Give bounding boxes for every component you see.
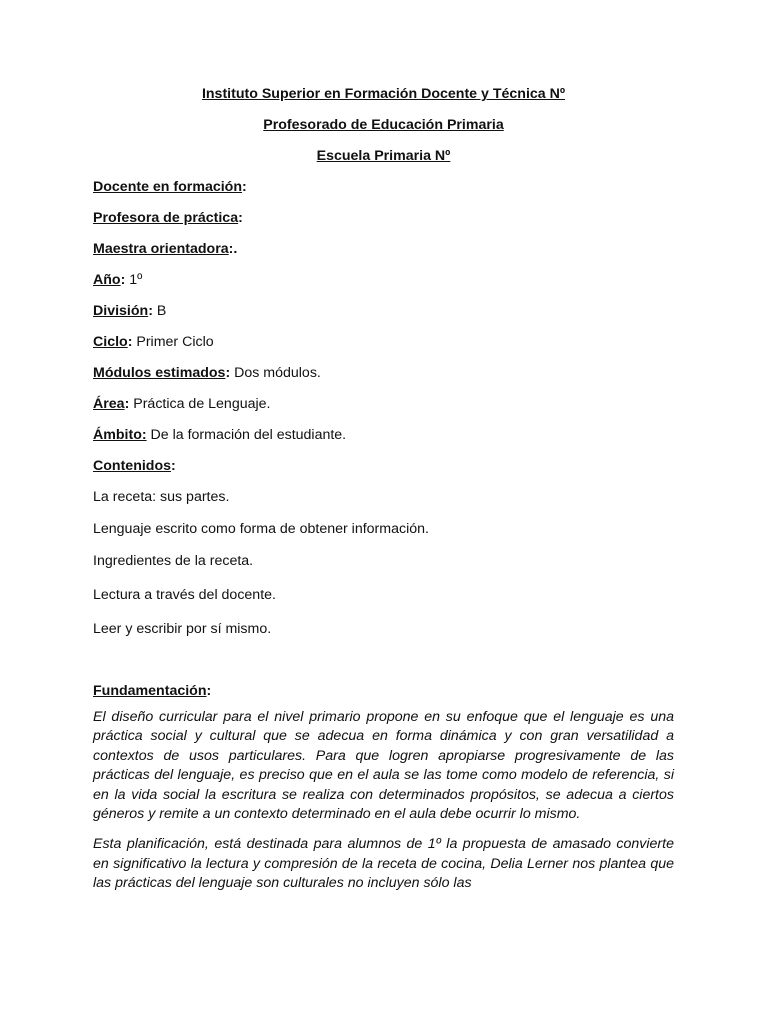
institute-title: Instituto Superior en Formación Docente y Técnica Nº: [201, 86, 566, 102]
field-value: Primer Ciclo: [132, 334, 214, 350]
fundamentacion-paragraph: El diseño curricular para el nivel primario propone en su enfoque que el lenguaje es una práctica social y cultural que se adecua en forma dinámica y con gran versatilidad a contextos de usos particulares. Para que logren apropiarse progresivamente de las prácticas del lenguaje, es preciso que en el aula se las tome como modelo de referencia, si en la vida social la escritura se realiza con determinados propósitos, se adecua a ciertos géneros y remite a un contexto determinado en el aula debe ocurrir lo mismo.: [93, 709, 674, 823]
content-item: Leer y escribir por sí mismo.: [93, 621, 272, 637]
field-label: Ciclo: [93, 334, 128, 350]
field-value: De la formación del estudiante.: [146, 427, 347, 443]
field-colon: :: [206, 683, 212, 699]
content-item: Ingredientes de la receta.: [93, 553, 254, 569]
field-ambito: [93, 427, 674, 444]
field-label: Fundamentación: [93, 683, 207, 699]
fundamentacion-paragraph: Esta planificación, está destinada para alumnos de 1º la propuesta de amasado convierte en significativo la lectura y compresión de la receta de cocina, Delia Lerner nos plantea que las prácticas del lenguaje son culturales no incluyen sólo las: [93, 836, 674, 892]
field-label: Módulos estimados: [93, 365, 226, 381]
field-colon: :: [120, 272, 126, 288]
field-profesora: [93, 210, 674, 227]
field-label: Área: [93, 396, 125, 412]
field-colon: :: [124, 396, 130, 412]
fundamentacion-heading: [93, 683, 674, 700]
field-area: [93, 396, 674, 413]
field-label: Docente en formación: [93, 179, 242, 195]
field-colon: :: [148, 303, 153, 319]
field-value: B: [152, 303, 167, 319]
field-contenidos: [93, 458, 674, 475]
field-colon: :: [171, 458, 176, 474]
field-colon: :: [225, 365, 231, 381]
content-item: Lenguaje escrito como forma de obtener información.: [93, 521, 429, 537]
field-colon: :.: [228, 241, 238, 257]
field-maestra: [93, 241, 674, 258]
field-colon: :: [127, 334, 133, 350]
field-ciclo: [93, 334, 674, 351]
field-label: Contenidos: [93, 458, 172, 474]
field-modulos: [93, 365, 674, 382]
field-label: Maestra orientadora: [93, 241, 229, 257]
content-item: La receta: sus partes.: [93, 489, 230, 505]
field-ano: [93, 272, 674, 289]
school-title: Escuela Primaria Nº: [316, 148, 451, 164]
field-label: Ámbito:: [93, 427, 147, 443]
field-value: 1º: [125, 272, 143, 288]
field-division: [93, 303, 674, 320]
field-colon: :: [238, 210, 243, 226]
content-item: Lectura a través del docente.: [93, 587, 276, 603]
field-docente: [93, 179, 674, 196]
field-colon: :: [242, 179, 247, 195]
field-value: Dos módulos.: [230, 365, 321, 381]
program-title: Profesorado de Educación Primaria: [263, 117, 504, 133]
field-label: Profesora de práctica: [93, 210, 239, 226]
field-label: División: [93, 303, 149, 319]
field-value: Práctica de Lenguaje.: [129, 396, 271, 412]
field-label: Año: [93, 272, 121, 288]
